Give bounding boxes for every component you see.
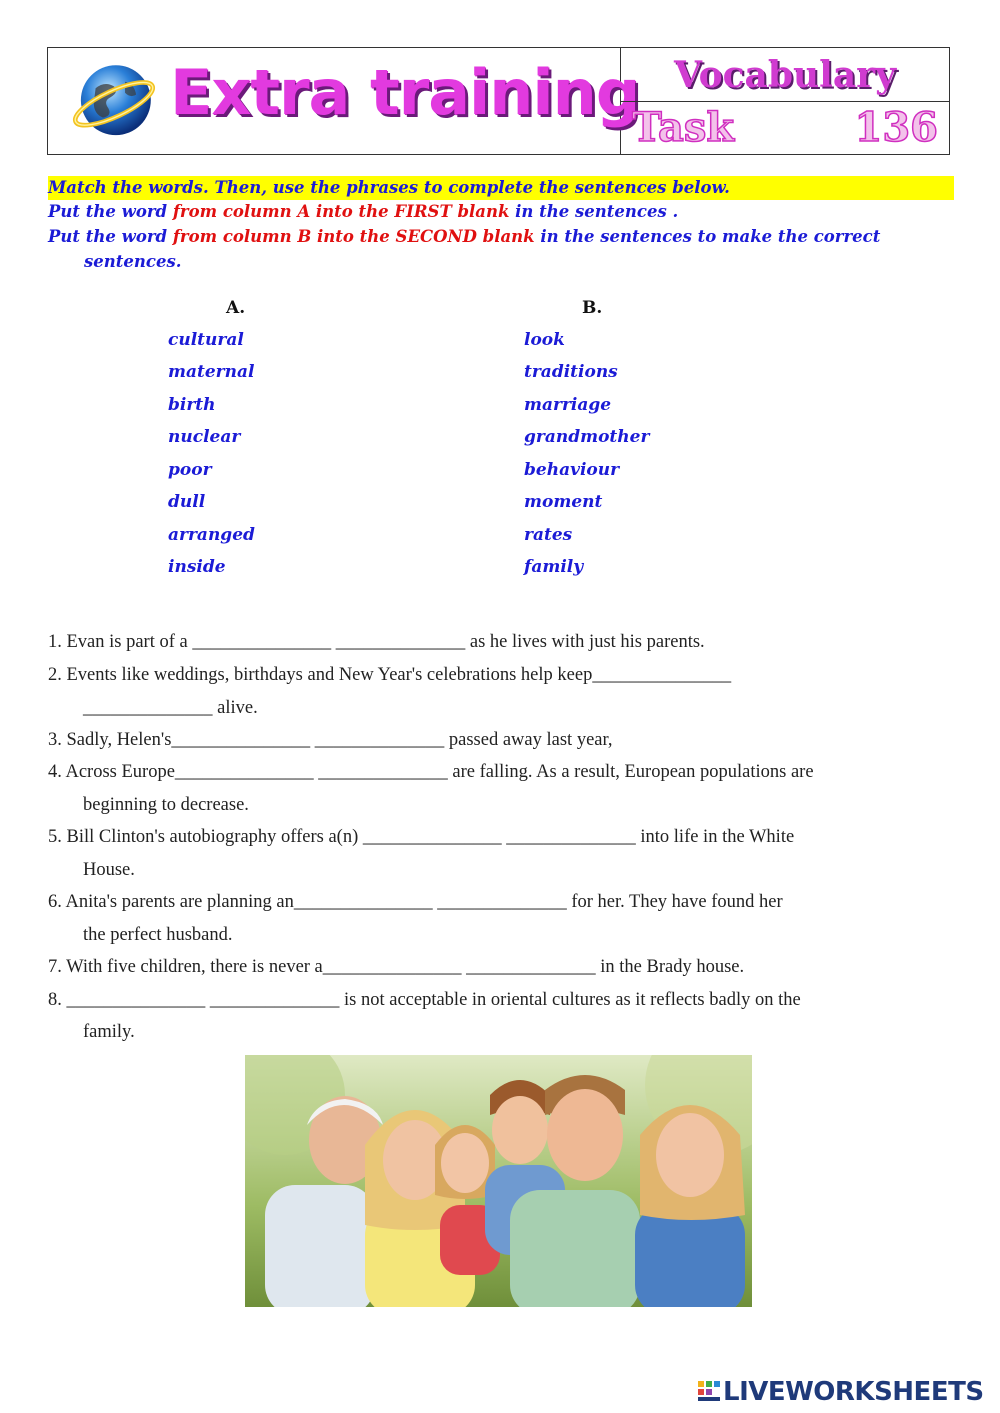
sentence-4-cont: beginning to decrease. [83, 795, 249, 815]
instruction-2a: Put the word [48, 202, 173, 221]
task-number: 136 [854, 104, 938, 151]
column-a-word: nuclear [168, 427, 241, 447]
header-box [47, 47, 950, 155]
instruction-line-3 [48, 225, 880, 249]
sentence-5-cont: House. [83, 860, 135, 880]
family-photo-illustration [245, 1055, 752, 1307]
sentence-5: 5. Bill Clinton's autobiography offers a(n) _______________ ______________ into life in the White [48, 827, 795, 847]
liveworksheets-logo[interactable] [697, 1377, 984, 1407]
sentence-7: 7. With five children, there is never a_______________ ______________ in the Brady house. [48, 957, 745, 977]
sentence-1: 1. Evan is part of a _______________ ______________ as he lives with just his parents. [48, 632, 705, 652]
instruction-2c: in the sentences . [509, 202, 679, 221]
column-b-word: behaviour [524, 460, 620, 480]
task-word: Task [632, 104, 735, 151]
column-b-word: traditions [524, 362, 618, 382]
task-label-cell [620, 102, 950, 154]
column-a-word: inside [168, 557, 226, 577]
instruction-line-4: sentences. [84, 252, 182, 271]
column-b-word: moment [524, 492, 603, 512]
instruction-line-1: Match the words. Then, use the phrases to complete the sentences below. [48, 176, 954, 200]
liveworksheets-logo-text: LIVEWORKSHEETS [723, 1377, 984, 1407]
page-title: Extra training [170, 56, 640, 129]
column-b-word: grandmother [524, 427, 650, 447]
header-title-cell [48, 48, 640, 154]
sentence-2: 2. Events like weddings, birthdays and New Year's celebrations help keep_______________ [48, 665, 732, 685]
column-a-header: A. [226, 298, 246, 318]
instruction-3a: Put the word [48, 227, 173, 246]
instruction-3b: from column B into the SECOND blank [172, 227, 535, 246]
sentence-4: 4. Across Europe_______________ ______________ are falling. As a result, European populations are [48, 762, 814, 782]
column-b-word: marriage [524, 395, 612, 415]
column-b-word: look [524, 330, 565, 350]
instruction-2b: from column A into the FIRST blank [172, 202, 510, 221]
instruction-3c: in the sentences to make the correct [534, 227, 881, 246]
column-b-word: family [524, 557, 584, 577]
column-a-word: cultural [168, 330, 244, 350]
column-a-word: dull [168, 492, 206, 512]
sentence-6-cont: the perfect husband. [83, 925, 233, 945]
column-a-word: poor [168, 460, 212, 480]
sentence-3: 3. Sadly, Helen's_______________ ______________ passed away last year, [48, 730, 613, 750]
liveworksheets-logo-icon [697, 1379, 721, 1403]
sentence-8: 8. _______________ ______________ is not acceptable in oriental cultures as it reflects badly on the [48, 990, 801, 1010]
instruction-line-2 [48, 200, 678, 224]
column-b-word: rates [524, 525, 573, 545]
sentence-6: 6. Anita's parents are planning an_______________ ______________ for her. They have found her [48, 892, 783, 912]
globe-icon [68, 56, 160, 148]
column-b-header: B. [582, 298, 603, 318]
sentence-8-cont: family. [83, 1022, 135, 1042]
family-photo [245, 1055, 752, 1307]
sentence-2-cont: ______________ alive. [83, 698, 258, 718]
column-a-word: birth [168, 395, 216, 415]
column-a-word: arranged [168, 525, 255, 545]
category-label: Vocabulary [620, 48, 950, 102]
column-a-word: maternal [168, 362, 255, 382]
